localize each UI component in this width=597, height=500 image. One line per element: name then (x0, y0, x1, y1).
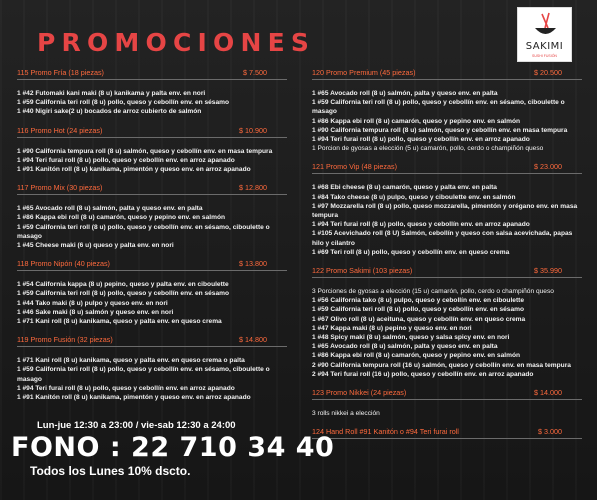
promo-name: 117 Promo Mix (30 piezas) (17, 183, 103, 193)
promo-price: $ 14.800 (239, 335, 267, 345)
promo-header (17, 124, 287, 138)
promo-block (17, 124, 287, 182)
promo-name: 119 Promo Fusión (32 piezas) (17, 335, 113, 345)
promo-header (17, 66, 287, 80)
promo-price: $ 14.000 (534, 388, 562, 398)
promo-items (17, 271, 287, 333)
promo-item: 1 #59 California teri roll (8 u) pollo, queso y cebollín env. en sésamo (312, 306, 525, 314)
promo-name: 124 Hand Roll #91 Kanitón o #94 Teri furai roll (312, 427, 459, 437)
promo-item: 1 #90 California tempura roll (8 u) salmón, queso y cebollín env. en masa tempura (17, 147, 273, 155)
promo-name: 122 Promo Sakimi (103 piezas) (312, 266, 413, 276)
promo-item: 1 #94 Teri furai roll (8 u) pollo, queso y cebollín env. en arroz apanado (312, 221, 530, 229)
promo-name: 120 Promo Premium (45 piezas) (312, 68, 416, 77)
promo-price: $ 7.500 (243, 68, 267, 77)
promo-header (312, 264, 582, 278)
promo-item: 1 #65 Avocado roll (8 u) salmón, palta y queso env. en palta (312, 343, 498, 351)
promo-price: $ 10.900 (239, 125, 267, 135)
promo-items (312, 439, 582, 446)
promo-column-left (17, 66, 287, 409)
promo-item: 1 #97 Mozzarella roll (8 u) pollo, queso mozzarella, pimentón y orégano env. en masa tempura (312, 202, 578, 220)
promo-item: 1 #45 Cheese maki (6 u) queso y palta env. en nori (17, 242, 174, 250)
promo-items (17, 347, 287, 409)
promo-items (17, 138, 287, 182)
promo-item: 1 #94 Teri furai roll (8 u) pollo, queso y cebollín env. en arroz apanado (312, 136, 530, 144)
promo-header (17, 333, 287, 347)
promo-item: 1 #91 Kanitón roll (8 u) kanikama, pimentón y queso env. en arroz apanado (17, 394, 251, 402)
promo-item: 3 Porciones de gyosas a elección (15 u) camarón, pollo, cerdo o champiñón queso (312, 288, 554, 296)
promo-item: 1 #44 Tako maki (8 u) pulpo y queso env. en nori (17, 299, 168, 307)
promo-header (312, 160, 582, 174)
promo-item: 1 #94 Teri furai roll (8 u) pollo, queso y cebollín env. en arroz apanado (17, 156, 235, 164)
promo-items (312, 80, 582, 160)
promo-block (312, 386, 582, 425)
monday-discount: Todos los Lunes 10% dscto. (30, 464, 191, 478)
promo-items (312, 278, 582, 386)
promo-item: 1 #86 Kappa ebi roll (8 u) camarón, queso y pepino env. en salmón (312, 117, 521, 125)
promo-item: 1 #90 California tempura roll (8 u) salmón, queso y cebollín env. en masa tempura (312, 126, 568, 134)
promo-name: 118 Promo Nipón (40 piezas) (17, 259, 110, 269)
promo-item: 1 #68 Ebi cheese (8 u) camarón, queso y palta env. en palta (312, 184, 497, 192)
promo-item: 1 #47 Kappa maki (8 u) pepino y queso env. en nori (312, 324, 472, 332)
promo-item: 1 #71 Kani roll (8 u) kanikama, queso y palta env. en queso crema (17, 318, 222, 326)
phone-number: FONO : 22 710 34 40 (11, 432, 335, 463)
promo-name: 116 Promo Hot (24 piezas) (17, 125, 103, 135)
promo-item: 1 #86 Kappa ebi roll (8 u) camarón, queso y pepino env. en salmón (312, 352, 521, 360)
promo-header (312, 425, 582, 439)
promo-block (312, 264, 582, 386)
promo-item: 1 #56 California tako (8 u) pulpo, queso y cebollín env. en ciboulette (312, 297, 525, 305)
promo-block (312, 425, 582, 446)
promo-item: 1 #59 California teri roll (8 u) pollo, queso y cebollín env. en sésamo (17, 290, 230, 298)
promo-price: $ 3.000 (538, 427, 562, 437)
promo-block (17, 181, 287, 257)
promo-item: 3 rolls nikkei a elección (312, 410, 380, 418)
promo-column-right (312, 66, 582, 446)
promo-item: 1 Porcion de gyosas a elección (5 u) camarón, pollo, cerdo o champiñón queso (312, 145, 544, 153)
promo-item: 1 #86 Kappa ebi roll (8 u) camarón, queso y pepino env. en salmón (17, 214, 226, 222)
bowl-chopsticks-icon (518, 8, 573, 42)
promo-price: $ 20.500 (534, 68, 562, 77)
promo-item: 1 #94 Teri furai roll (8 u) pollo, queso y cebollín env. en arroz apanado (17, 384, 235, 392)
promo-block (312, 66, 582, 160)
promo-block (17, 66, 287, 124)
promo-item: 1 #59 California teri roll (8 u) pollo, queso y cebollín env. en sésamo, ciboulette o masago (17, 366, 270, 383)
promo-item: 1 #91 Kanitón roll (8 u) kanikama, pimentón y queso env. en arroz apanado (17, 166, 251, 174)
promo-items (17, 80, 287, 124)
promo-item: 1 #48 Spicy maki (8 u) salmón, queso y salsa spicy env. en nori (312, 334, 510, 342)
promo-item: 1 #42 Futomaki kani maki (8 u) kanikama y palta env. en nori (17, 90, 206, 97)
page-title: PROMOCIONES (37, 28, 316, 57)
promo-block (17, 333, 287, 409)
promo-item: 1 #54 California kappa (8 u) pepino, queso y palta env. en ciboulette (17, 281, 229, 289)
promo-item: 1 #67 Olivo roll (8 u) aceituna, queso y cebollín env. en queso crema (312, 315, 526, 323)
promo-item: 1 #71 Kani roll (8 u) kanikama, queso y palta env. en queso crema o palta (17, 357, 245, 365)
promo-items (17, 195, 287, 257)
promo-block (312, 160, 582, 264)
logo-tagline: SUSHI FUSIÓN (532, 54, 557, 58)
promo-item: 1 #59 California teri roll (8 u) pollo, queso y cebollín env. en sésamo, ciboulette o masago (17, 223, 270, 240)
promo-item: 1 #84 Tako cheese (8 u) pulpo, queso y ciboulette env. en salmón (312, 193, 516, 201)
promo-item: 2 #90 California tempura roll (16 u) salmón, queso y cebollín env. en masa tempura (312, 361, 571, 369)
promo-item: 1 #59 California teri roll (8 u) pollo, queso y cebollín env. en sésamo, ciboulette o masago (312, 99, 565, 116)
promo-item: 1 #46 Sake maki (8 u) salmón y queso env. en nori (17, 308, 174, 316)
promo-header (17, 181, 287, 195)
promo-price: $ 23.000 (534, 162, 562, 172)
promo-name: 115 Promo Fría (18 piezas) (17, 68, 104, 77)
promo-items (312, 400, 582, 425)
logo-name: SAKIMI (525, 41, 564, 52)
promo-item: 1 #69 Teri roll (8 u) pollo, queso y cebollín env. en queso crema (312, 248, 510, 256)
promo-price: $ 13.800 (239, 259, 267, 269)
promo-item: 1 #65 Avocado roll (8 u) salmón, palta y queso env. en palta (17, 205, 203, 213)
promo-name: 123 Promo Nikkei (24 piezas) (312, 388, 407, 398)
sakimi-logo (517, 7, 572, 62)
promo-item: 2 #94 Teri furai roll (16 u) pollo, queso y cebollín env. en arroz apanado (312, 370, 534, 378)
promo-price: $ 35.990 (534, 266, 562, 276)
promo-item: 1 #59 California teri roll (8 u) pollo, queso y cebollín env. en sésamo (17, 99, 230, 107)
promo-items (312, 174, 582, 264)
promo-item: 1 #105 Acevichado roll (8 U) Salmón, cebollín y queso con salsa acevichada, papas hilo y cilantro (312, 230, 573, 247)
promo-item: 1 #40 Nigiri sake(2 u) bocados de arroz cubierto de salmón (17, 108, 202, 116)
promo-item: 1 #65 Avocado roll (8 u) salmón, palta y queso env. en palta (312, 90, 498, 97)
promo-price: $ 12.800 (239, 183, 267, 193)
promo-header (17, 257, 287, 271)
promo-name: 121 Promo Vip (48 piezas) (312, 162, 397, 172)
promo-block (17, 257, 287, 333)
opening-hours: Lun-jue 12:30 a 23:00 / vie-sab 12:30 a 24:00 (37, 420, 236, 431)
promo-header (312, 386, 582, 400)
promo-header (312, 66, 582, 80)
